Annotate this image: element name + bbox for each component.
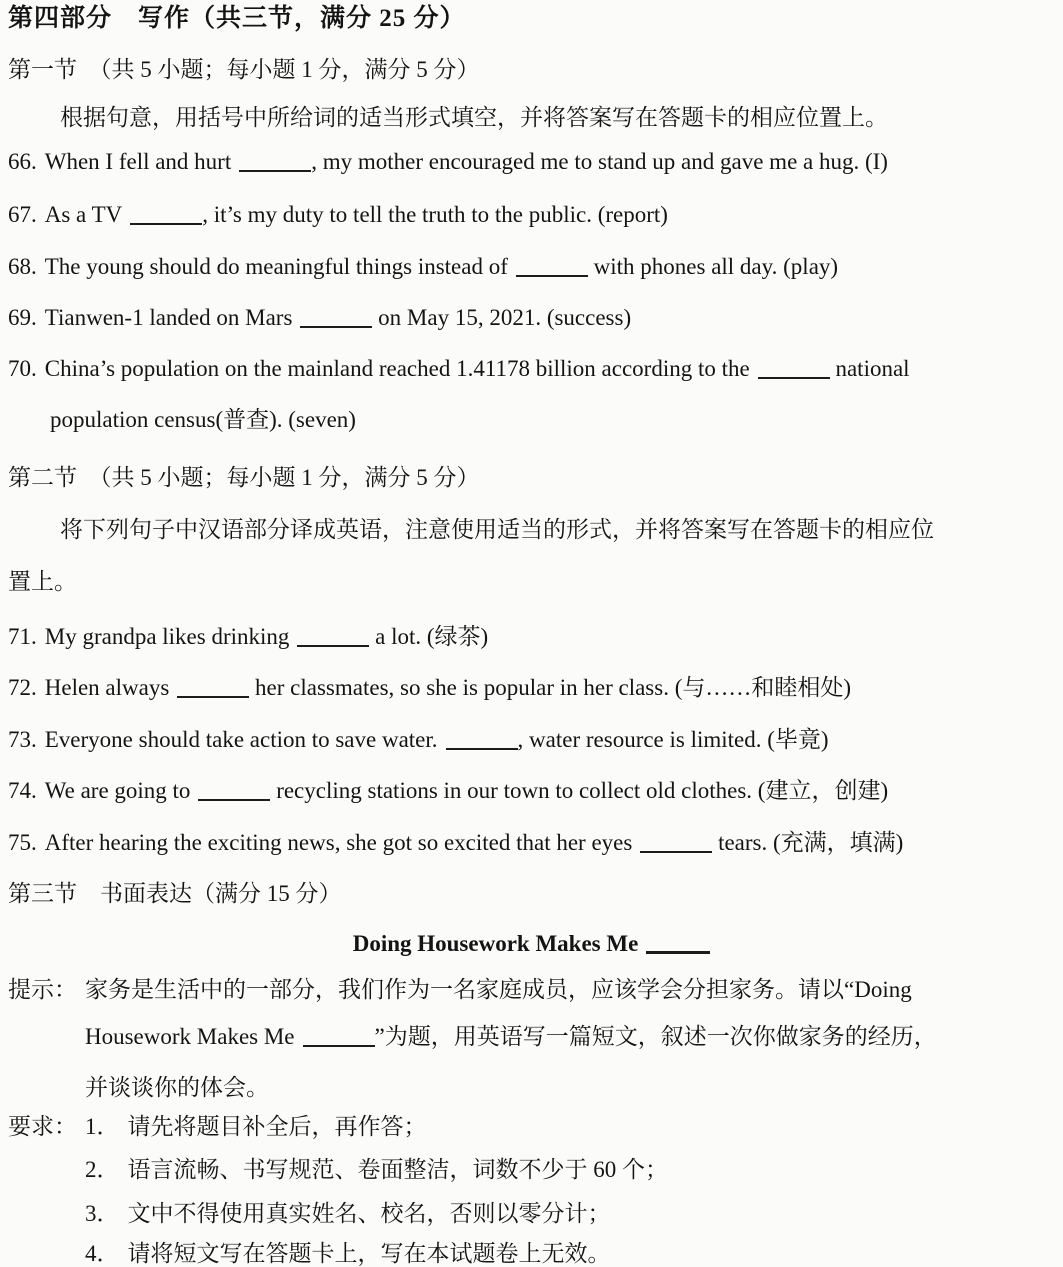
- question-66: [8, 147, 888, 177]
- question-text-before: Tianwen-1 landed on Mars: [44, 305, 293, 330]
- question-text-after: recycling stations in our town to collect old clothes. (建立，创建): [270, 778, 889, 803]
- section2-title: 第二节 （共 5 小题；每小题 1 分，满分 5 分）: [8, 465, 480, 490]
- question-number: 75.: [8, 830, 37, 855]
- answer-blank: [640, 837, 712, 853]
- requirements-label: 要求：: [8, 1114, 77, 1139]
- section3-title: 第三节 书面表达（满分 15 分）: [8, 881, 342, 906]
- question-71: [8, 622, 488, 652]
- requirement-text: 请先将题目补全后，再作答；: [127, 1114, 427, 1139]
- question-text-before: The young should do meaningful things instead of: [44, 254, 508, 279]
- answer-blank: [297, 631, 369, 647]
- answer-blank: [198, 785, 270, 801]
- question-number: 69.: [8, 305, 37, 330]
- title-fill-blank: [303, 1031, 375, 1047]
- requirement-number: 2．: [85, 1157, 120, 1182]
- requirement-text: 文中不得使用真实姓名、校名，否则以零分计；: [127, 1201, 611, 1226]
- question-text-before: After hearing the exciting news, she got so excited that her eyes: [44, 830, 633, 855]
- question-text-after: , my mother encouraged me to stand up and gave me a hug. (I): [311, 149, 888, 174]
- hint-line3: 并谈谈你的体会。: [85, 1075, 269, 1100]
- answer-blank: [758, 363, 830, 379]
- question-text-after: her classmates, so she is popular in her class. (与……和睦相处): [249, 675, 852, 700]
- answer-blank: [446, 734, 518, 750]
- requirement-1: [8, 1112, 427, 1142]
- requirement-2: [85, 1155, 668, 1185]
- essay-title-text: Doing Housework Makes Me: [352, 931, 639, 956]
- section1-title: 第一节 （共 5 小题；每小题 1 分，满分 5 分）: [8, 57, 480, 82]
- section2-instruction-line2: 置上。: [8, 569, 77, 594]
- essay-title-blank: [646, 937, 710, 954]
- answer-blank: [516, 261, 588, 277]
- hint-text-before: Housework Makes Me: [85, 1024, 295, 1049]
- question-70: [8, 354, 910, 384]
- question-number: 73.: [8, 727, 37, 752]
- question-text-before: When I fell and hurt: [44, 149, 232, 174]
- question-number: 68.: [8, 254, 37, 279]
- question-text-after: on May 15, 2021. (success): [372, 305, 632, 330]
- requirement-number: 3．: [85, 1201, 120, 1226]
- essay-title: [0, 929, 1063, 959]
- question-72: [8, 673, 851, 703]
- question-text-before: China’s population on the mainland reached 1.41178 billion according to the: [44, 356, 750, 381]
- section1-instruction: 根据句意，用括号中所给词的适当形式填空，并将答案写在答题卡的相应位置上。: [60, 105, 888, 130]
- question-text-before: My grandpa likes drinking: [44, 624, 290, 649]
- question-text-before: Everyone should take action to save water.: [44, 727, 438, 752]
- question-text-after: with phones all day. (play): [587, 254, 839, 279]
- question-text-after: a lot. (绿茶): [369, 624, 489, 649]
- answer-blank: [239, 156, 311, 172]
- section2-instruction-line1: 将下列句子中汉语部分译成英语，注意使用适当的形式，并将答案写在答题卡的相应位: [60, 517, 934, 542]
- part-header: 第四部分 写作（共三节，满分 25 分）: [8, 5, 466, 32]
- requirement-number: 4．: [85, 1241, 120, 1266]
- question-number: 74.: [8, 778, 37, 803]
- question-number: 70.: [8, 356, 37, 381]
- requirement-number: 1．: [85, 1114, 120, 1139]
- question-text-before: Helen always: [44, 675, 170, 700]
- hint-line2: [85, 1022, 937, 1052]
- question-67: [8, 200, 668, 230]
- question-text-before: We are going to: [44, 778, 191, 803]
- question-number: 72.: [8, 675, 37, 700]
- question-number: 66.: [8, 149, 37, 174]
- hint-label: 提示：: [8, 977, 77, 1002]
- hint-text: 家务是生活中的一部分，我们作为一名家庭成员，应该学会分担家务。请以“Doing: [85, 977, 912, 1002]
- question-74: [8, 776, 888, 806]
- requirement-text: 语言流畅、书写规范、卷面整洁，词数不少于 60 个；: [127, 1157, 668, 1182]
- hint-text-after: ”为题，用英语写一篇短文，叙述一次你做家务的经历，: [374, 1024, 937, 1049]
- question-70-continuation: population census(普查). (seven): [50, 407, 356, 432]
- question-text-after: tears. (充满，填满): [712, 830, 904, 855]
- hint-line1: [8, 975, 912, 1005]
- requirement-text: 请将短文写在答题卡上，写在本试题卷上无效。: [127, 1241, 611, 1266]
- answer-blank: [130, 209, 202, 225]
- answer-blank: [300, 312, 372, 328]
- question-text-after: national: [829, 356, 910, 381]
- question-text-before: As a TV: [44, 202, 123, 227]
- answer-blank: [177, 682, 249, 698]
- question-number: 71.: [8, 624, 37, 649]
- question-text-after: , it’s my duty to tell the truth to the public. (report): [202, 202, 668, 227]
- question-text-after: , water resource is limited. (毕竟): [517, 727, 829, 752]
- question-number: 67.: [8, 202, 37, 227]
- question-69: [8, 303, 631, 333]
- question-73: [8, 725, 829, 755]
- requirement-3: [85, 1199, 611, 1229]
- requirement-4: [85, 1239, 611, 1267]
- question-75: [8, 828, 903, 858]
- question-68: [8, 252, 838, 282]
